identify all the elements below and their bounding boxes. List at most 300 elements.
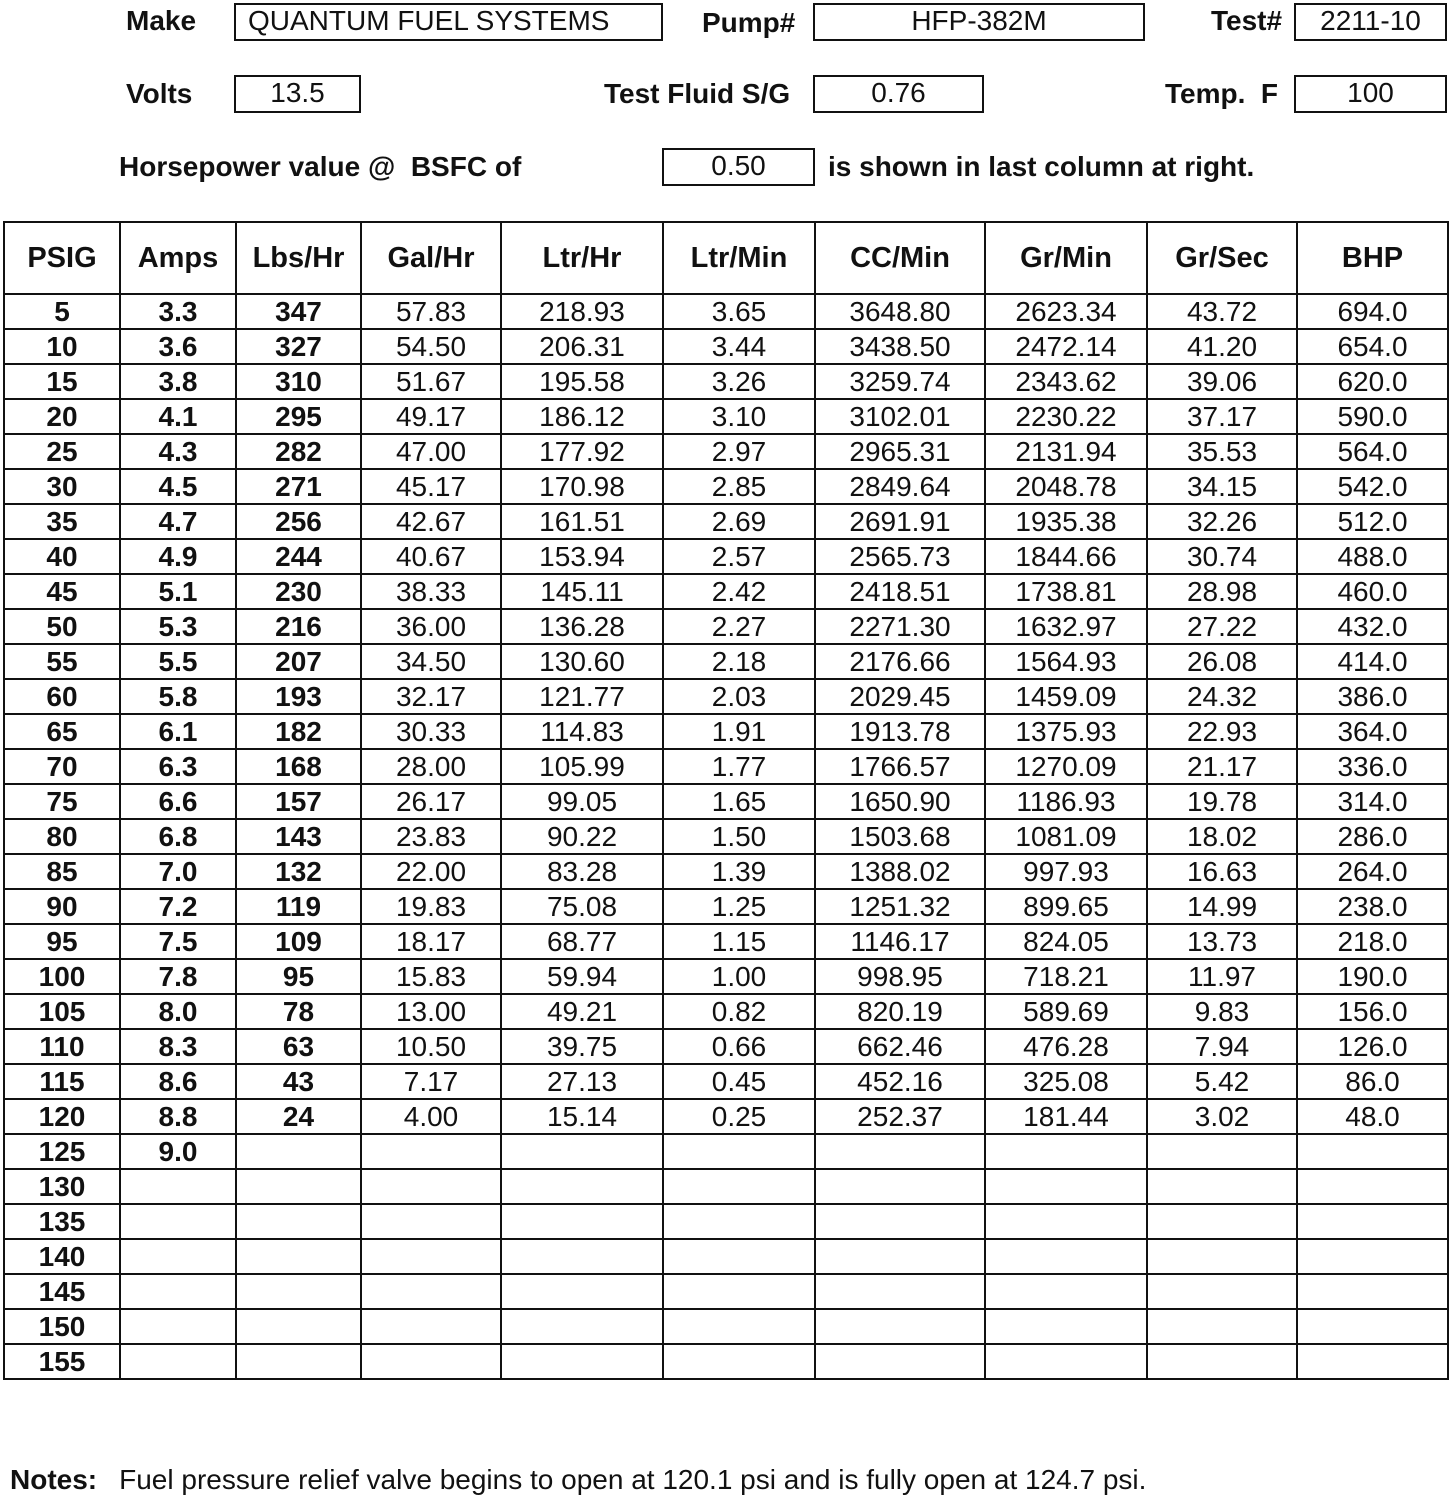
table-cell: 190.0	[1297, 959, 1448, 994]
table-cell: 325.08	[985, 1064, 1147, 1099]
table-cell: 282	[236, 434, 361, 469]
table-cell	[501, 1344, 663, 1379]
table-cell: 3259.74	[815, 364, 985, 399]
table-cell	[985, 1274, 1147, 1309]
table-cell	[663, 1239, 815, 1274]
table-cell	[361, 1344, 501, 1379]
table-cell: 6.3	[120, 749, 236, 784]
table-cell: 27.22	[1147, 609, 1297, 644]
table-cell: 2230.22	[985, 399, 1147, 434]
table-cell	[815, 1169, 985, 1204]
table-cell: 2343.62	[985, 364, 1147, 399]
table-cell: 110	[4, 1029, 120, 1064]
table-cell: 1.00	[663, 959, 815, 994]
table-cell: 7.5	[120, 924, 236, 959]
table-cell: 1388.02	[815, 854, 985, 889]
table-cell: 0.66	[663, 1029, 815, 1064]
table-cell	[663, 1169, 815, 1204]
table-cell: 310	[236, 364, 361, 399]
table-cell: 80	[4, 819, 120, 854]
table-cell: 5.5	[120, 644, 236, 679]
table-cell: 3.02	[1147, 1099, 1297, 1134]
table-cell	[815, 1344, 985, 1379]
table-cell: 336.0	[1297, 749, 1448, 784]
table-cell: 1186.93	[985, 784, 1147, 819]
table-cell: 1913.78	[815, 714, 985, 749]
table-cell: 1146.17	[815, 924, 985, 959]
table-cell: 2029.45	[815, 679, 985, 714]
table-cell: 7.2	[120, 889, 236, 924]
table-cell: 452.16	[815, 1064, 985, 1099]
table-cell: 63	[236, 1029, 361, 1064]
table-cell: 1844.66	[985, 539, 1147, 574]
table-row	[4, 399, 1448, 434]
table-cell	[501, 1204, 663, 1239]
table-cell: 2418.51	[815, 574, 985, 609]
table-cell: 2.03	[663, 679, 815, 714]
table-cell: 264.0	[1297, 854, 1448, 889]
table-cell: 99.05	[501, 784, 663, 819]
table-cell: 75.08	[501, 889, 663, 924]
table-cell: 157	[236, 784, 361, 819]
table-cell: 3648.80	[815, 294, 985, 329]
horsepower-bsfc-label: Horsepower value @ BSFC of	[119, 151, 522, 182]
table-cell	[663, 1274, 815, 1309]
table-cell: 0.25	[663, 1099, 815, 1134]
table-cell: 27.13	[501, 1064, 663, 1099]
table-cell: 19.83	[361, 889, 501, 924]
table-cell: 135	[4, 1204, 120, 1239]
table-cell: 4.9	[120, 539, 236, 574]
table-cell: 30.33	[361, 714, 501, 749]
table-cell: 2691.91	[815, 504, 985, 539]
table-cell: 95	[4, 924, 120, 959]
table-cell: 10	[4, 329, 120, 364]
table-cell: 589.69	[985, 994, 1147, 1029]
volts-label: Volts	[126, 78, 193, 109]
table-cell: 105.99	[501, 749, 663, 784]
column-header: Gal/Hr	[361, 222, 501, 294]
table-cell: 21.17	[1147, 749, 1297, 784]
table-cell: 590.0	[1297, 399, 1448, 434]
table-cell: 216	[236, 609, 361, 644]
table-cell: 364.0	[1297, 714, 1448, 749]
table-cell: 432.0	[1297, 609, 1448, 644]
table-row	[4, 469, 1448, 504]
table-cell: 3.3	[120, 294, 236, 329]
table-cell: 15.83	[361, 959, 501, 994]
table-cell: 24	[236, 1099, 361, 1134]
table-cell: 295	[236, 399, 361, 434]
table-row	[4, 644, 1448, 679]
table-cell	[361, 1134, 501, 1169]
make-label: Make	[126, 5, 197, 36]
table-cell: 1270.09	[985, 749, 1147, 784]
table-cell: 114.83	[501, 714, 663, 749]
table-cell: 38.33	[361, 574, 501, 609]
table-cell	[1147, 1239, 1297, 1274]
table-cell: 36.00	[361, 609, 501, 644]
table-cell: 1766.57	[815, 749, 985, 784]
bsfc-field: 0.50	[662, 148, 815, 186]
table-cell	[501, 1239, 663, 1274]
column-header: Ltr/Min	[663, 222, 815, 294]
table-cell: 90	[4, 889, 120, 924]
table-cell	[120, 1239, 236, 1274]
table-cell: 145	[4, 1274, 120, 1309]
table-cell	[663, 1309, 815, 1344]
table-cell	[663, 1204, 815, 1239]
table-cell	[985, 1239, 1147, 1274]
pump-field: HFP-382M	[813, 3, 1145, 41]
table-cell: 1375.93	[985, 714, 1147, 749]
table-cell: 5.3	[120, 609, 236, 644]
table-cell: 100	[4, 959, 120, 994]
table-cell: 5.1	[120, 574, 236, 609]
table-cell: 23.83	[361, 819, 501, 854]
table-cell: 109	[236, 924, 361, 959]
table-cell: 168	[236, 749, 361, 784]
table-cell: 30	[4, 469, 120, 504]
table-cell	[120, 1309, 236, 1344]
table-cell: 4.5	[120, 469, 236, 504]
table-cell: 2048.78	[985, 469, 1147, 504]
table-cell: 37.17	[1147, 399, 1297, 434]
table-row	[4, 924, 1448, 959]
table-cell	[361, 1239, 501, 1274]
table-cell: 3.6	[120, 329, 236, 364]
table-cell: 24.32	[1147, 679, 1297, 714]
temp-label: Temp. F	[1165, 78, 1279, 109]
table-cell: 2.18	[663, 644, 815, 679]
table-cell: 2565.73	[815, 539, 985, 574]
table-cell: 654.0	[1297, 329, 1448, 364]
table-cell: 718.21	[985, 959, 1147, 994]
table-cell: 3.26	[663, 364, 815, 399]
table-cell	[236, 1169, 361, 1204]
table-cell: 34.15	[1147, 469, 1297, 504]
pump-label: Pump#	[702, 7, 796, 38]
table-row	[4, 1099, 1448, 1134]
flow-data-table	[3, 221, 1449, 1380]
table-cell: 206.31	[501, 329, 663, 364]
table-cell: 145.11	[501, 574, 663, 609]
table-row	[4, 364, 1448, 399]
table-cell: 824.05	[985, 924, 1147, 959]
column-header: Lbs/Hr	[236, 222, 361, 294]
horsepower-note-label: is shown in last column at right.	[828, 151, 1255, 182]
table-cell: 820.19	[815, 994, 985, 1029]
table-row	[4, 959, 1448, 994]
column-header: Gr/Min	[985, 222, 1147, 294]
table-cell	[815, 1309, 985, 1344]
table-cell	[663, 1344, 815, 1379]
table-cell: 20	[4, 399, 120, 434]
table-cell: 43.72	[1147, 294, 1297, 329]
table-row	[4, 1239, 1448, 1274]
table-cell	[1297, 1204, 1448, 1239]
table-cell: 2849.64	[815, 469, 985, 504]
table-row	[4, 434, 1448, 469]
table-cell: 2.57	[663, 539, 815, 574]
table-cell: 54.50	[361, 329, 501, 364]
table-cell	[1297, 1134, 1448, 1169]
table-row	[4, 294, 1448, 329]
table-cell	[1147, 1204, 1297, 1239]
table-cell	[815, 1239, 985, 1274]
notes-text: Fuel pressure relief valve begins to open at 120.1 psi and is fully open at 124.7 psi.	[119, 1464, 1147, 1495]
table-cell: 1081.09	[985, 819, 1147, 854]
column-header: BHP	[1297, 222, 1448, 294]
table-cell: 2965.31	[815, 434, 985, 469]
table-cell: 662.46	[815, 1029, 985, 1064]
table-cell	[120, 1344, 236, 1379]
table-cell: 564.0	[1297, 434, 1448, 469]
table-cell: 5.8	[120, 679, 236, 714]
table-cell: 9.83	[1147, 994, 1297, 1029]
table-row	[4, 854, 1448, 889]
table-cell: 193	[236, 679, 361, 714]
table-cell: 39.75	[501, 1029, 663, 1064]
table-cell	[361, 1309, 501, 1344]
table-cell: 314.0	[1297, 784, 1448, 819]
table-cell: 39.06	[1147, 364, 1297, 399]
table-cell	[985, 1134, 1147, 1169]
table-cell: 7.94	[1147, 1029, 1297, 1064]
table-cell	[815, 1134, 985, 1169]
table-cell	[236, 1134, 361, 1169]
table-cell: 68.77	[501, 924, 663, 959]
table-cell: 161.51	[501, 504, 663, 539]
table-cell: 35.53	[1147, 434, 1297, 469]
table-cell: 5	[4, 294, 120, 329]
table-cell: 3102.01	[815, 399, 985, 434]
table-cell: 4.00	[361, 1099, 501, 1134]
table-cell: 170.98	[501, 469, 663, 504]
notes-label: Notes:	[10, 1464, 98, 1495]
table-cell: 3.10	[663, 399, 815, 434]
test-number-label: Test#	[1211, 5, 1283, 36]
table-cell	[120, 1204, 236, 1239]
table-cell: 43	[236, 1064, 361, 1099]
table-cell: 1564.93	[985, 644, 1147, 679]
table-cell	[501, 1169, 663, 1204]
table-cell: 2.27	[663, 609, 815, 644]
table-cell: 28.00	[361, 749, 501, 784]
table-cell: 60	[4, 679, 120, 714]
table-cell: 218.93	[501, 294, 663, 329]
table-cell: 181.44	[985, 1099, 1147, 1134]
table-cell: 30.74	[1147, 539, 1297, 574]
table-cell: 1.77	[663, 749, 815, 784]
table-cell: 40.67	[361, 539, 501, 574]
table-cell: 75	[4, 784, 120, 819]
table-cell	[361, 1169, 501, 1204]
table-cell: 8.0	[120, 994, 236, 1029]
table-cell: 2.69	[663, 504, 815, 539]
table-cell: 45	[4, 574, 120, 609]
table-cell	[1297, 1344, 1448, 1379]
table-cell	[1297, 1309, 1448, 1344]
table-row	[4, 1134, 1448, 1169]
table-cell: 1459.09	[985, 679, 1147, 714]
column-header: Amps	[120, 222, 236, 294]
table-cell: 195.58	[501, 364, 663, 399]
table-cell: 542.0	[1297, 469, 1448, 504]
table-cell: 49.17	[361, 399, 501, 434]
table-row	[4, 784, 1448, 819]
table-cell: 32.17	[361, 679, 501, 714]
table-row	[4, 994, 1448, 1029]
table-cell: 83.28	[501, 854, 663, 889]
table-row	[4, 679, 1448, 714]
table-cell: 11.97	[1147, 959, 1297, 994]
table-cell: 694.0	[1297, 294, 1448, 329]
table-cell: 2.42	[663, 574, 815, 609]
table-cell: 8.3	[120, 1029, 236, 1064]
table-row	[4, 1029, 1448, 1064]
table-cell: 4.7	[120, 504, 236, 539]
table-cell: 488.0	[1297, 539, 1448, 574]
table-cell: 15.14	[501, 1099, 663, 1134]
table-cell: 7.0	[120, 854, 236, 889]
table-cell: 45.17	[361, 469, 501, 504]
table-cell: 150	[4, 1309, 120, 1344]
table-cell: 120	[4, 1099, 120, 1134]
table-cell: 34.50	[361, 644, 501, 679]
table-cell: 13.73	[1147, 924, 1297, 959]
table-cell: 7.17	[361, 1064, 501, 1099]
table-cell: 998.95	[815, 959, 985, 994]
table-cell: 1632.97	[985, 609, 1147, 644]
table-cell: 59.94	[501, 959, 663, 994]
table-row	[4, 819, 1448, 854]
table-cell: 230	[236, 574, 361, 609]
table-cell: 65	[4, 714, 120, 749]
table-cell: 22.00	[361, 854, 501, 889]
table-cell: 95	[236, 959, 361, 994]
table-cell: 218.0	[1297, 924, 1448, 959]
table-cell: 1.25	[663, 889, 815, 924]
table-cell: 286.0	[1297, 819, 1448, 854]
table-cell	[1147, 1309, 1297, 1344]
table-cell	[1147, 1169, 1297, 1204]
table-cell: 86.0	[1297, 1064, 1448, 1099]
table-cell: 130.60	[501, 644, 663, 679]
table-cell: 238.0	[1297, 889, 1448, 924]
table-cell: 2.97	[663, 434, 815, 469]
table-row	[4, 609, 1448, 644]
table-cell: 49.21	[501, 994, 663, 1029]
table-cell: 48.0	[1297, 1099, 1448, 1134]
table-cell: 0.82	[663, 994, 815, 1029]
table-cell: 13.00	[361, 994, 501, 1029]
table-cell: 512.0	[1297, 504, 1448, 539]
table-cell: 2176.66	[815, 644, 985, 679]
table-row	[4, 1309, 1448, 1344]
table-cell: 70	[4, 749, 120, 784]
table-cell: 25	[4, 434, 120, 469]
table-cell: 6.8	[120, 819, 236, 854]
column-header: PSIG	[4, 222, 120, 294]
table-cell: 55	[4, 644, 120, 679]
table-cell: 2472.14	[985, 329, 1147, 364]
table-cell	[985, 1309, 1147, 1344]
table-cell: 85	[4, 854, 120, 889]
table-cell: 1.91	[663, 714, 815, 749]
test-fluid-sg-label: Test Fluid S/G	[604, 78, 791, 109]
table-cell: 155	[4, 1344, 120, 1379]
table-cell: 28.98	[1147, 574, 1297, 609]
table-cell: 130	[4, 1169, 120, 1204]
table-cell: 5.42	[1147, 1064, 1297, 1099]
table-cell	[236, 1274, 361, 1309]
table-cell: 19.78	[1147, 784, 1297, 819]
table-cell: 186.12	[501, 399, 663, 434]
table-cell: 3.65	[663, 294, 815, 329]
table-cell	[1297, 1274, 1448, 1309]
table-cell: 327	[236, 329, 361, 364]
table-cell	[501, 1274, 663, 1309]
table-cell	[120, 1169, 236, 1204]
table-cell: 271	[236, 469, 361, 504]
table-cell: 90.22	[501, 819, 663, 854]
table-cell: 9.0	[120, 1134, 236, 1169]
table-cell	[1147, 1134, 1297, 1169]
table-cell: 244	[236, 539, 361, 574]
table-cell: 2271.30	[815, 609, 985, 644]
table-cell: 1.39	[663, 854, 815, 889]
table-cell: 2131.94	[985, 434, 1147, 469]
table-row	[4, 1274, 1448, 1309]
table-cell: 42.67	[361, 504, 501, 539]
table-cell: 143	[236, 819, 361, 854]
table-cell	[1297, 1169, 1448, 1204]
table-cell: 105	[4, 994, 120, 1029]
table-cell	[501, 1309, 663, 1344]
table-cell: 119	[236, 889, 361, 924]
table-cell	[236, 1344, 361, 1379]
table-row	[4, 749, 1448, 784]
table-cell	[501, 1134, 663, 1169]
table-cell: 57.83	[361, 294, 501, 329]
table-cell: 476.28	[985, 1029, 1147, 1064]
table-cell: 132	[236, 854, 361, 889]
table-cell: 3438.50	[815, 329, 985, 364]
table-cell	[815, 1274, 985, 1309]
table-cell: 1935.38	[985, 504, 1147, 539]
table-cell: 41.20	[1147, 329, 1297, 364]
column-header: CC/Min	[815, 222, 985, 294]
table-cell	[815, 1204, 985, 1239]
table-body	[4, 294, 1448, 1379]
table-row	[4, 504, 1448, 539]
table-cell	[1297, 1239, 1448, 1274]
table-cell: 1.65	[663, 784, 815, 819]
table-cell: 256	[236, 504, 361, 539]
table-header-row	[4, 222, 1448, 294]
table-cell: 15	[4, 364, 120, 399]
table-cell	[361, 1274, 501, 1309]
table-cell: 136.28	[501, 609, 663, 644]
table-cell: 6.6	[120, 784, 236, 819]
table-cell: 16.63	[1147, 854, 1297, 889]
temp-field: 100	[1294, 75, 1447, 113]
table-cell: 207	[236, 644, 361, 679]
table-row	[4, 714, 1448, 749]
table-cell: 2623.34	[985, 294, 1147, 329]
table-cell: 1503.68	[815, 819, 985, 854]
